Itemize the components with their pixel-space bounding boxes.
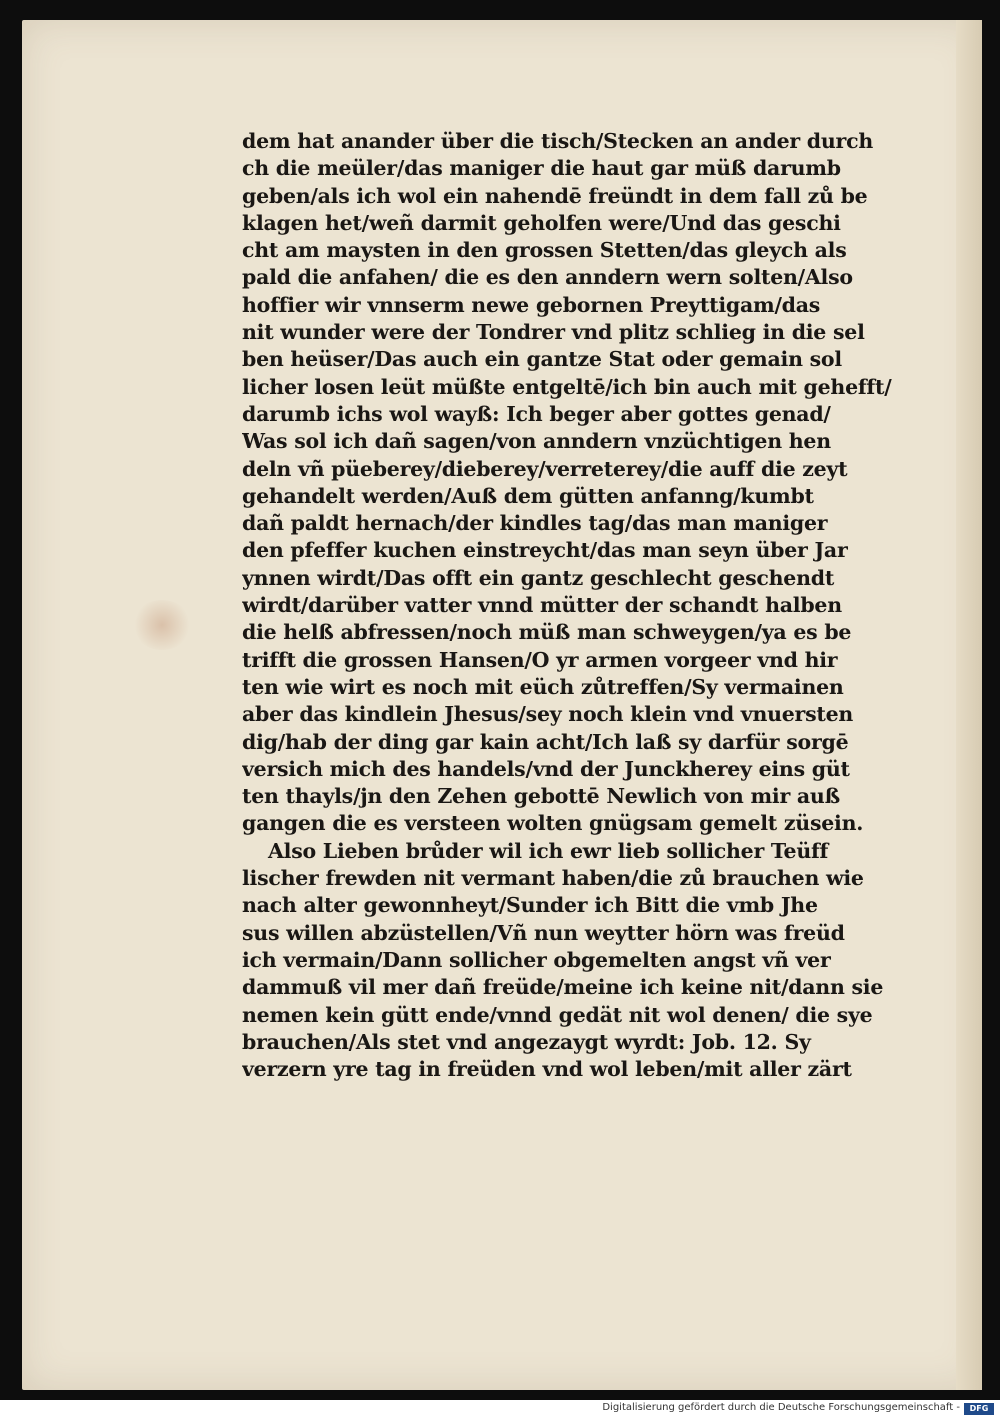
text-line: nach alter gewonnheyt/Sunder ich Bitt die vmb Jhe <box>242 893 818 918</box>
text-line: dammuß vil mer dañ freüde/meine ich keine nit/dann sie <box>242 975 884 1000</box>
text-line: gehandelt werden/Auß dem gütten anfanng/kumbt <box>242 483 814 508</box>
text-line: sus willen abzüstellen/Vñ nun weytter hörn was freüd <box>242 920 845 945</box>
text-line: ch die meüler/das maniger die haut gar müß darumb <box>242 156 841 181</box>
page-edge <box>956 20 982 1390</box>
text-line: versich mich des handels/vnd der Junckherey eins güt <box>242 756 850 781</box>
text-line: hoffier wir vnnserm newe gebornen Preyttigam/das <box>242 292 821 317</box>
text-line: brauchen/Als stet vnd angezaygt wyrdt: Job. 12. Sy <box>242 1029 811 1054</box>
text-line: dañ paldt hernach/der kindles tag/das man maniger <box>242 511 828 536</box>
text-line: wirdt/darüber vatter vnnd mütter der schandt halben <box>242 593 842 618</box>
text-line: cht am maysten in den grossen Stetten/das gleych als <box>242 238 847 263</box>
text-line: ynnen wirdt/Das offt ein gantz geschlecht geschendt <box>242 565 835 590</box>
text-line: geben/als ich wol ein nahendē freündt in dem fall zů be <box>242 183 868 208</box>
text-line: aber das kindlein Jhesus/sey noch klein vnd vnuersten <box>242 702 854 727</box>
text-line: gangen die es versteen wolten gnügsam gemelt züsein. <box>242 811 864 836</box>
text-line: klagen het/weñ darmit geholfen were/Und das geschi <box>242 210 841 235</box>
text-line: dig/hab der ding gar kain acht/Ich laß sy darfür sorgē <box>242 729 849 754</box>
text-line: darumb ichs wol wayß: Ich beger aber gottes genad/ <box>242 401 831 426</box>
text-line: Also Lieben brůder wil ich ewr lieb sollicher Teüff <box>268 838 829 863</box>
text-line: ben heüser/Das auch ein gantze Stat oder gemain sol <box>242 347 842 372</box>
text-line: nit wunder were der Tondrer vnd plitz schlieg in die sel <box>242 320 865 345</box>
text-line: pald die anfahen/ die es den anndern wern solten/Also <box>242 265 853 290</box>
text-line: ten wie wirt es noch mit eüch zůtreffen/Sy vermainen <box>242 674 844 699</box>
text-line: lischer frewden nit vermant haben/die zů brauchen wie <box>242 866 864 891</box>
text-line: ten thayls/jn den Zehen gebottē Newlich von mir auß <box>242 784 840 809</box>
text-line: nemen kein gütt ende/vnnd gedät nit wol denen/ die sye <box>242 1002 873 1027</box>
footer-bar <box>0 1400 1000 1418</box>
paper-stain <box>132 600 192 650</box>
text-line: deln vñ püeberey/dieberey/verreterey/die auff die zeyt <box>242 456 848 481</box>
text-line: die helß abfressen/noch müß man schweygen/ya es be <box>242 620 852 645</box>
text-line: den pfeffer kuchen einstreycht/das man seyn über Jar <box>242 538 848 563</box>
text-line: licher losen leüt müßte entgeltē/ich bin auch mit gehefft/ <box>242 374 892 399</box>
text-line: ich vermain/Dann sollicher obgemelten angst vñ ver <box>242 947 831 972</box>
text-line: dem hat anander über die tisch/Stecken an ander durch <box>242 129 873 153</box>
dfg-logo-icon: DFG <box>964 1403 994 1415</box>
text-block <box>242 128 932 1083</box>
footer-credit: Digitalisierung gefördert durch die Deutsche Forschungsgemeinschaft - <box>602 1402 960 1413</box>
book-page <box>22 20 982 1390</box>
text-line: Was sol ich dañ sagen/von anndern vnzüchtigen hen <box>242 429 831 454</box>
text-line: trifft die grossen Hansen/O yr armen vorgeer vnd hir <box>242 647 838 672</box>
text-line: verzern yre tag in freüden vnd wol leben/mit aller zärt <box>242 1057 852 1082</box>
